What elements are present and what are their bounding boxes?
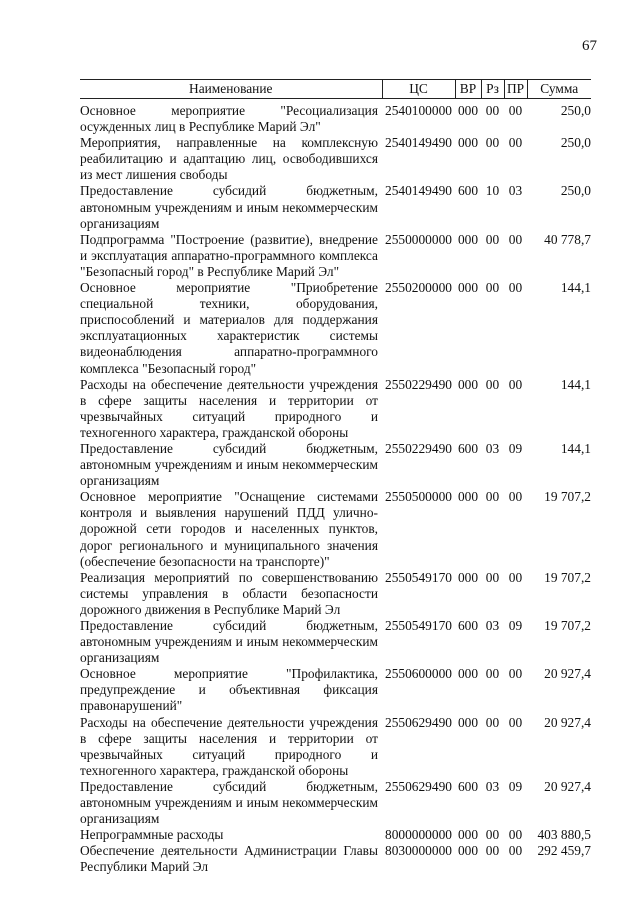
row-cs: 2550500000 — [385, 489, 452, 505]
row-vr: 000 — [457, 714, 479, 730]
row-cs: 2550629490 — [385, 778, 452, 794]
row-cs: 2550200000 — [385, 280, 452, 296]
row-vr: 600 — [457, 618, 479, 633]
row-name: Основное мероприятие "Приобретение специальной техники, оборудования, приспособлений и материалов для поддержания эксплуатационных характеристик системы видеонаблюдения аппаратно-программного комплекса "Безопасный город" — [80, 280, 378, 376]
row-sum: 250,0 — [560, 135, 591, 151]
row-vr: 000 — [457, 280, 479, 296]
row-sum: 403 880,5 — [537, 827, 591, 843]
row-sum: 19 707,2 — [544, 489, 591, 505]
row-rz: 00 — [485, 666, 500, 682]
table-row — [80, 232, 591, 280]
row-rz: 00 — [485, 714, 500, 730]
row-vr: 600 — [457, 183, 479, 199]
row-pr: 09 — [508, 618, 523, 633]
row-sum: 292 459,7 — [537, 843, 591, 859]
row-vr: 000 — [457, 231, 479, 247]
table-row — [80, 135, 591, 183]
row-name: Предоставление субсидий бюджетным, автономным учреждениям и иным некоммерческим организациям — [80, 778, 378, 827]
row-cs: 2550000000 — [385, 231, 452, 247]
table-row — [80, 280, 591, 377]
table-row — [80, 666, 591, 714]
table-body — [80, 99, 591, 876]
row-name: Подпрограмма "Построение (развитие), внедрение и эксплуатация аппаратно-программного комплекса "Безопасный город" в Республике Марий Эл" — [80, 231, 378, 279]
row-pr: 00 — [508, 231, 523, 247]
table-row — [80, 715, 591, 779]
row-rz: 00 — [485, 103, 500, 118]
row-vr: 000 — [457, 827, 479, 843]
row-pr: 00 — [508, 489, 523, 505]
header-vr: ВР — [455, 80, 481, 99]
row-name: Предоставление субсидий бюджетным, автономным учреждениям и иным некоммерческим организациям — [80, 183, 378, 231]
row-rz: 03 — [485, 778, 500, 794]
table-row — [80, 618, 591, 666]
row-name: Мероприятия, направленные на комплексную реабилитацию и адаптацию лиц, освободившихся из мест лишения свободы — [80, 135, 378, 183]
row-pr: 09 — [508, 440, 523, 456]
row-rz: 00 — [485, 843, 500, 859]
row-vr: 000 — [457, 135, 479, 151]
row-cs: 2550549170 — [385, 618, 452, 633]
row-name: Реализация мероприятий по совершенствованию системы управления в области безопасности дорожного движения в Республике Марий Эл — [80, 569, 378, 617]
header-pr: ПР — [504, 80, 527, 99]
row-cs: 2540100000 — [385, 103, 452, 118]
row-cs: 8030000000 — [385, 843, 452, 859]
row-rz: 03 — [485, 440, 500, 456]
row-pr: 00 — [508, 827, 523, 843]
table-row — [80, 843, 591, 875]
row-vr: 000 — [457, 843, 479, 859]
row-sum: 20 927,4 — [544, 714, 591, 730]
row-name: Непрограммные расходы — [80, 827, 224, 843]
row-cs: 2550549170 — [385, 569, 452, 585]
budget-table — [80, 79, 591, 876]
row-name: Расходы на обеспечение деятельности учреждения в сфере защиты населения и территории от чрезвычайных ситуаций природного и техногенного характера, гражданской обороны — [80, 376, 378, 440]
row-sum: 250,0 — [560, 103, 591, 118]
row-vr: 000 — [457, 489, 479, 505]
row-pr: 00 — [508, 135, 523, 151]
row-name: Расходы на обеспечение деятельности учреждения в сфере защиты населения и территории от чрезвычайных ситуаций природного и техногенного характера, гражданской обороны — [80, 714, 378, 778]
row-cs: 2540149490 — [385, 135, 452, 151]
row-vr: 000 — [457, 376, 479, 392]
row-sum: 40 778,7 — [544, 231, 591, 247]
row-rz: 03 — [485, 618, 500, 633]
row-rz: 00 — [485, 489, 500, 505]
row-vr: 000 — [457, 666, 479, 682]
row-pr: 00 — [508, 714, 523, 730]
row-rz: 00 — [485, 231, 500, 247]
row-pr: 00 — [508, 376, 523, 392]
row-pr: 00 — [508, 103, 523, 118]
row-cs: 2550600000 — [385, 666, 452, 682]
table-row — [80, 99, 591, 136]
row-rz: 00 — [485, 827, 500, 843]
row-sum: 144,1 — [560, 376, 591, 392]
header-rz: Рз — [481, 80, 504, 99]
row-cs: 2540149490 — [385, 183, 452, 199]
row-pr: 00 — [508, 843, 523, 859]
row-name: Основное мероприятие "Оснащение системами контроля и выявления нарушений ПДД улично-дорожной сети городов и населенных пунктов, дорог регионального и муниципального значения (обеспечение безопасности на транспорте)" — [80, 489, 378, 569]
header-cs: ЦС — [382, 80, 455, 99]
table-row — [80, 570, 591, 618]
row-pr: 00 — [508, 666, 523, 682]
row-cs: 2550229490 — [385, 376, 452, 392]
row-sum: 19 707,2 — [544, 569, 591, 585]
row-pr: 03 — [508, 183, 523, 199]
row-sum: 20 927,4 — [544, 778, 591, 794]
row-sum: 144,1 — [560, 440, 591, 456]
row-cs: 2550629490 — [385, 714, 452, 730]
row-sum: 250,0 — [560, 183, 591, 199]
table-row — [80, 441, 591, 489]
table-row — [80, 489, 591, 569]
row-sum: 20 927,4 — [544, 666, 591, 682]
row-rz: 00 — [485, 280, 500, 296]
row-rz: 00 — [485, 376, 500, 392]
table-row — [80, 827, 591, 843]
row-pr: 00 — [508, 569, 523, 585]
row-vr: 000 — [457, 103, 479, 118]
row-name: Предоставление субсидий бюджетным, автономным учреждениям и иным некоммерческим организациям — [80, 440, 378, 489]
row-sum: 19 707,2 — [544, 618, 591, 633]
row-pr: 09 — [508, 778, 523, 794]
page-number: 67 — [582, 38, 597, 54]
row-rz: 10 — [485, 183, 500, 199]
table-header — [80, 80, 591, 99]
row-name: Обеспечение деятельности Администрации Главы Республики Марий Эл — [80, 843, 378, 875]
row-name: Предоставление субсидий бюджетным, автономным учреждениям и иным некоммерческим организациям — [80, 618, 378, 666]
table-row — [80, 377, 591, 441]
table-row — [80, 183, 591, 231]
row-vr: 000 — [457, 569, 479, 585]
row-cs: 2550229490 — [385, 440, 452, 456]
header-name: Наименование — [80, 80, 382, 99]
header-sum: Сумма — [527, 80, 591, 99]
row-cs: 8000000000 — [385, 827, 452, 843]
row-vr: 600 — [457, 778, 479, 794]
row-rz: 00 — [485, 569, 500, 585]
row-name: Основное мероприятие "Профилактика, предупреждение и объективная фиксация правонарушений" — [80, 666, 378, 714]
row-rz: 00 — [485, 135, 500, 151]
table-row — [80, 779, 591, 827]
row-pr: 00 — [508, 280, 523, 296]
row-name: Основное мероприятие "Ресоциализация осужденных лиц в Республике Марий Эл" — [80, 103, 378, 135]
row-sum: 144,1 — [560, 280, 591, 296]
row-vr: 600 — [457, 440, 479, 456]
